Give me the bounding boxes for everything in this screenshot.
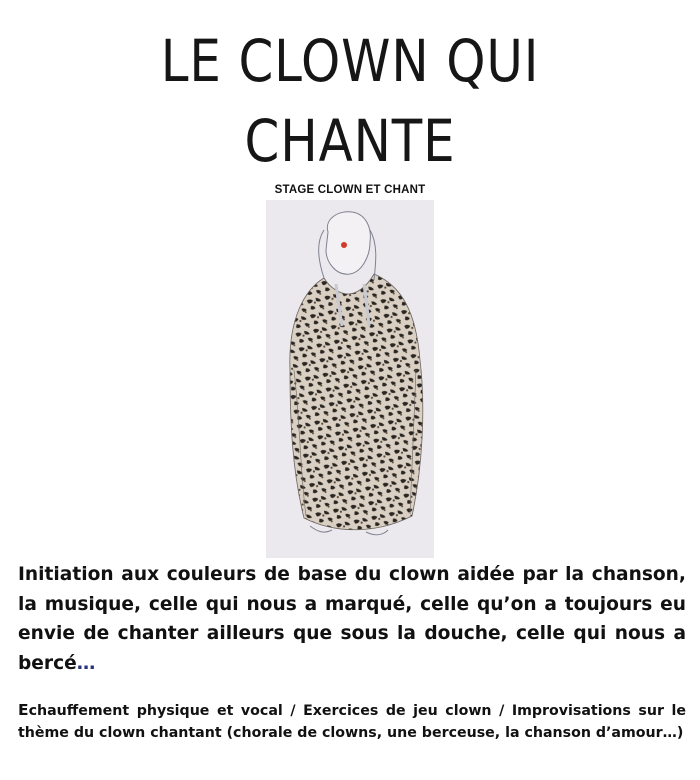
intro-paragraph bbox=[18, 560, 686, 678]
subtitle: STAGE CLOWN ET CHANT bbox=[274, 184, 426, 196]
clown-illustration bbox=[266, 200, 434, 558]
program-paragraph bbox=[18, 700, 686, 744]
intro-text: Initiation aux couleurs de base du clown aidée par la chanson, la musique, celle qui nous a marqué, celle qu’on a toujours eu envie de chanter ailleurs que sous la douche, celle qui nous a bercé bbox=[18, 564, 686, 674]
program-initial: E bbox=[18, 701, 29, 719]
page-title-line-2: CHANTE bbox=[244, 107, 456, 175]
clown-nose bbox=[341, 242, 347, 248]
intro-ellipsis: … bbox=[76, 652, 96, 674]
leopard-coat bbox=[290, 274, 423, 530]
page-title-line-1: LE CLOWN QUI bbox=[160, 27, 540, 95]
program-text: chauffement physique et vocal / Exercices de jeu clown / Improvisations sur le thème du clown chantant (chorale de clowns, une berceuse, la chanson d’amour…) bbox=[18, 703, 686, 741]
